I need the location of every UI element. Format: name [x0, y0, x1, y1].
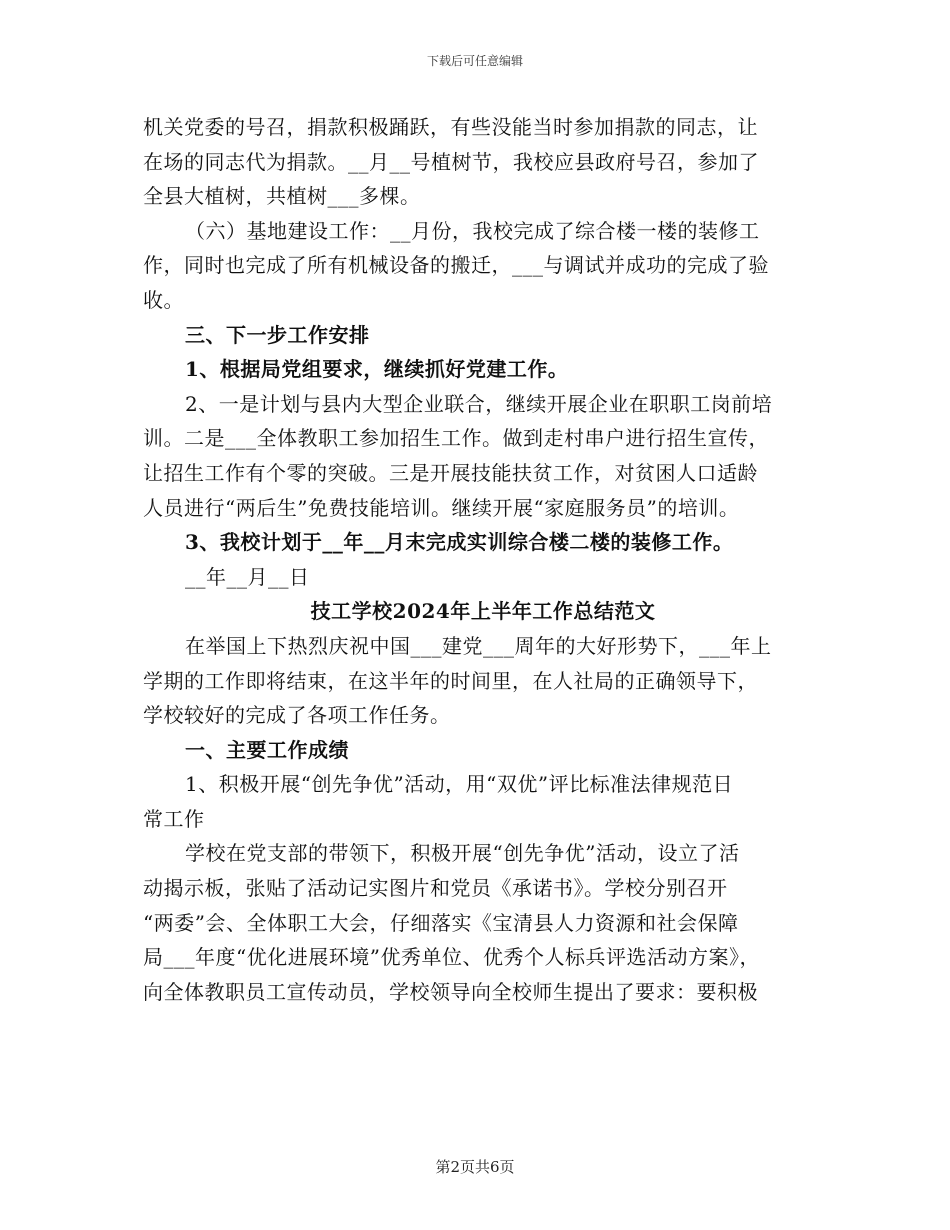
- page-footer: 第2页共6页: [435, 1158, 515, 1176]
- text-line: 全县大植树，共植树___多棵。: [143, 184, 421, 209]
- text-line: 收。: [143, 287, 184, 312]
- document-title: 技工学校2024年上半年工作总结范文: [310, 599, 656, 624]
- document-body: [143, 110, 823, 1009]
- paragraph-start: 在举国上下热烈庆祝中国___建党___周年的大好形势下，___年上: [185, 633, 772, 658]
- list-item-heading: 1、根据局党组要求，继续抓好党建工作。: [185, 357, 569, 382]
- text-line: 向全体教职员工宣传动员，学校领导向全校师生提出了要求：要积极: [143, 979, 758, 1004]
- text-line: “两委”会、全体职工大会，仔细落实《宝清县人力资源和社会保障: [143, 910, 739, 935]
- text-line: 常工作: [143, 806, 205, 831]
- text-line: 人员进行“两后生”免费技能培训。继续开展“家庭服务员”的培训。: [143, 495, 740, 520]
- text-line: 让招生工作有个零的突破。三是开展技能扶贫工作，对贫困人口适龄: [143, 460, 758, 485]
- paragraph-start: 2、一是计划与县内大型企业联合，继续开展企业在职职工岗前培: [185, 391, 773, 416]
- text-line: 机关党委的号召，捐款积极踊跃，有些没能当时参加捐款的同志，让: [143, 115, 758, 139]
- paragraph-start: （六）基地建设工作：__月份，我校完成了综合楼一楼的装修工: [185, 218, 760, 243]
- section-heading: 一、主要工作成绩: [185, 737, 349, 762]
- list-item-heading: 3、我校计划于__年__月末完成实训综合楼二楼的装修工作。: [185, 530, 734, 555]
- section-heading: 三、下一步工作安排: [185, 322, 370, 347]
- text-line: 作，同时也完成了所有机械设备的搬迁，___与调试并成功的完成了验: [143, 253, 769, 278]
- paragraph-start: 学校在党支部的带领下，积极开展“创先争优”活动，设立了活: [185, 841, 740, 866]
- text-line: 局___年度“优化进展环境”优秀单位、优秀个人标兵评选活动方案》，: [143, 945, 760, 970]
- paragraph-start: 1、积极开展“创先争优”活动，用“双优”评比标准法律规范日: [185, 772, 734, 797]
- date-line: __年__月__日: [185, 564, 310, 589]
- text-line: 在场的同志代为捐款。__月__号植树节，我校应县政府号召，参加了: [143, 149, 759, 174]
- text-line: 学校较好的完成了各项工作任务。: [143, 703, 451, 728]
- page-header: 下载后可任意编辑: [426, 54, 523, 68]
- text-line: 训。二是___全体教职工参加招生工作。做到走村串户进行招生宣传，: [143, 426, 769, 451]
- text-line: 动揭示板，张贴了活动记实图片和党员《承诺书》。学校分别召开: [143, 876, 728, 901]
- text-line: 学期的工作即将结束，在这半年的时间里，在人社局的正确领导下，: [143, 668, 758, 693]
